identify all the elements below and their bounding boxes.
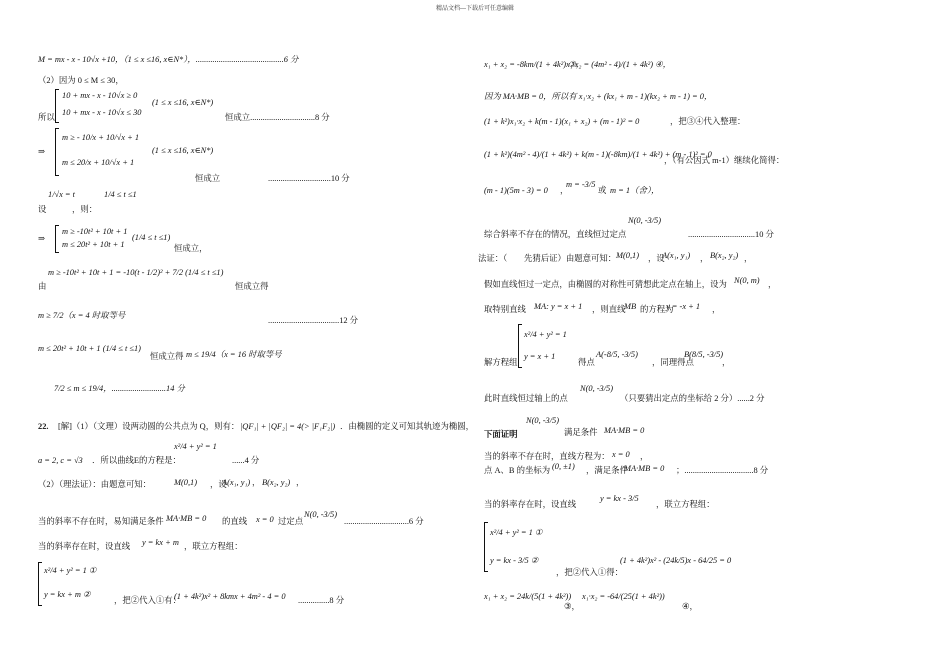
left-line-48: 的直线 xyxy=(222,517,248,526)
left-line-47: MA·MB = 0 xyxy=(166,514,207,523)
right-line-26: 取特别直线 xyxy=(484,305,526,314)
right-line-36: 得点 xyxy=(578,358,595,367)
right-line-9: m = -3/5 xyxy=(566,180,596,189)
right-line-51: 点 A、B 的坐标为 xyxy=(484,466,551,475)
right-line-6: ，（有公因式 m-1）继续化简得： xyxy=(664,156,785,165)
left-line-43: ， xyxy=(252,478,261,487)
system-brace xyxy=(55,225,59,253)
right-line-24: N(0, m) xyxy=(734,276,760,285)
left-line-55: ，联立方程组： xyxy=(184,542,243,551)
right-line-13: 综合斜率不存在的情况，直线恒过定点 xyxy=(484,230,627,239)
left-line-25: m ≥ 7/2（x = 4 时取等号 xyxy=(38,311,126,320)
right-line-48: 当的斜率不存在时，直线方程为： xyxy=(484,452,610,461)
right-line-30: 的方程为 xyxy=(640,305,674,314)
left-line-10: ⇒ xyxy=(38,147,46,156)
left-line-13: 1/√x = t xyxy=(48,190,75,199)
left-line-26: ..................................12 分 xyxy=(268,316,359,325)
left-line-1: （2）因为 0 ≤ M ≤ 30， xyxy=(38,76,124,85)
left-line-59: (1 + 4k²)x² + 8kmx + 4m² - 4 = 0 xyxy=(174,592,286,601)
right-line-42: 此时直线恒过轴上的点 xyxy=(484,394,568,403)
right-line-64: ③， xyxy=(564,602,580,611)
left-line-29: m ≤ 19/4（x = 16 时取等号 xyxy=(186,350,282,359)
left-line-15: 设 xyxy=(38,205,47,214)
system-brace xyxy=(38,562,42,606)
left-line-22: m ≥ -10t² + 10t + 1 = -10(t - 1/2)² + 7/2 (1/4 ≤ t ≤1) xyxy=(48,268,224,277)
left-line-3: 10 + mx - x - 10√x ≤ 30 xyxy=(62,108,142,117)
left-line-9: (1 ≤ x ≤16, x∈N*) xyxy=(152,146,214,155)
left-line-17: m ≥ -10t² + 10t + 1 xyxy=(62,227,128,236)
left-line-5: 所以 xyxy=(38,113,55,122)
right-line-25: ， xyxy=(768,280,777,289)
right-line-62: (1 + 4k²)x² - (24k/5)x - 64/25 = 0 xyxy=(620,556,732,565)
right-line-61: ，把②代入①得： xyxy=(556,568,623,577)
right-line-28: ，则直线 xyxy=(592,305,626,314)
right-line-29: MB xyxy=(624,302,637,311)
system-brace xyxy=(55,128,59,176)
left-line-12: ..............................10 分 xyxy=(268,174,350,183)
right-line-35: 解方程组 xyxy=(484,358,518,367)
left-line-14: 1/4 ≤ t ≤1 xyxy=(104,190,137,199)
right-line-40: ， xyxy=(722,358,731,367)
system-brace xyxy=(518,324,522,368)
left-line-41: ，设 xyxy=(210,480,227,489)
left-line-11: 恒成立 xyxy=(195,174,221,183)
left-line-0: M = mx - x - 10√x +10，（1 ≤ x ≤16, x∈N*），..........................................6 分 xyxy=(38,55,299,64)
left-line-51: N(0, -3/5) xyxy=(304,510,338,519)
right-line-5: (1 + k²)(4m² - 4)/(1 + 4k²) + k(m - 1)(-8km)/(1 + 4k²) + (m - 1)² = 0 xyxy=(484,150,712,159)
right-line-55: ；.................................8 分 xyxy=(676,466,769,475)
right-line-21: B(x₂, y₂) xyxy=(710,251,739,260)
left-line-33: |QF₁| + |QF₂| = 4(> |F₁F₂|) xyxy=(240,422,336,431)
left-line-60: ...............8 分 xyxy=(298,596,345,605)
right-line-14: ................................10 分 xyxy=(688,230,774,239)
left-line-16: ，则： xyxy=(72,205,98,214)
left-line-57: y = kx + m ② xyxy=(44,590,91,599)
left-line-53: 当的斜率存在时，设直线 xyxy=(38,542,131,551)
left-line-38: ......4 分 xyxy=(232,456,260,465)
left-line-52: ...............................6 分 xyxy=(344,517,424,526)
right-line-39: B(8/5, -3/5) xyxy=(684,350,724,359)
left-line-30: 7/2 ≤ m ≤ 19/4，..........................14 分 xyxy=(54,384,185,393)
right-line-31: y = -x + 1 xyxy=(666,302,701,311)
left-line-40: M(0,1) xyxy=(174,478,198,487)
left-line-45: ， xyxy=(296,478,305,487)
left-line-31: 22. xyxy=(38,422,49,431)
right-line-43: （只要猜出定点的坐标给 2 分）......2 分 xyxy=(620,394,765,403)
right-line-10: 或 xyxy=(598,186,607,195)
right-line-0: x₁ + x₂ = -8km/(1 + 4k²) ③， xyxy=(484,60,585,69)
left-line-50: 过定点 xyxy=(278,517,304,526)
right-line-27: MA: y = x + 1 xyxy=(534,302,583,311)
right-line-2: 因为 MA·MB = 0，所以有 x₁·x₂ + (kx₁ + m - 1)(kx₂ + m - 1) = 0， xyxy=(484,92,713,101)
right-line-12: N(0, -3/5) xyxy=(628,216,662,225)
left-line-46: 当的斜率不存在时，易知满足条件 xyxy=(38,517,164,526)
right-line-8: ， xyxy=(560,186,569,195)
right-line-23: 假如直线恒过一定点，由椭圆的对称性可猜想此定点在轴上，设为 xyxy=(484,280,727,289)
right-line-52: (0, ±1) xyxy=(552,462,575,471)
right-line-15: 法证：（ xyxy=(478,254,508,263)
left-line-6: 恒成立...............................8 分 xyxy=(225,113,330,122)
left-line-32: [解]（1）（文理）设两动圆的公共点为 Q，则有： xyxy=(58,422,240,431)
system-brace xyxy=(55,89,59,123)
right-line-33: x²/4 + y² = 1 xyxy=(524,330,567,339)
right-line-60: y = kx - 3/5 ② xyxy=(490,556,539,565)
right-line-18: ，设 xyxy=(648,254,665,263)
left-line-44: B(x₂, y₂) xyxy=(262,478,291,487)
right-line-3: (1 + k²)x₁·x₂ + k(m - 1)(x₁ + x₂) + (m - 1)² = 0 xyxy=(484,117,640,126)
system-brace xyxy=(484,522,488,572)
left-line-34: ．由椭圆的定义可知其轨迹为椭圆， xyxy=(340,422,474,431)
left-line-42: A(x₁, y₁) xyxy=(222,478,251,487)
left-line-20: ⇒ xyxy=(38,234,46,243)
right-line-45: 下面证明 xyxy=(484,430,518,439)
left-line-36: a = 2, c = √3 xyxy=(38,456,83,465)
right-line-34: y = x + 1 xyxy=(524,352,556,361)
right-line-17: M(0,1) xyxy=(616,251,640,260)
right-line-49: x = 0 xyxy=(612,450,630,459)
right-line-22: ， xyxy=(744,254,753,263)
right-line-38: ，同理得点 xyxy=(652,358,694,367)
left-line-28: 恒成立得 xyxy=(150,352,184,361)
right-line-4: ，把③④代入整理： xyxy=(670,117,746,126)
left-line-23: 由 xyxy=(38,282,47,291)
right-line-44: N(0, -3/5) xyxy=(526,416,560,425)
right-line-57: y = kx - 3/5 xyxy=(600,494,639,503)
right-line-11: m = 1（舍）， xyxy=(610,186,660,195)
left-line-24: 恒成立得 xyxy=(235,282,269,291)
left-line-37: ．所以曲线E的方程是： xyxy=(92,456,181,465)
right-line-50: ， xyxy=(640,452,649,461)
right-line-46: 满足条件 xyxy=(564,428,598,437)
right-line-20: ， xyxy=(700,254,709,263)
left-line-58: ，把②代入①有： xyxy=(114,596,181,605)
right-line-47: MA·MB = 0 xyxy=(604,426,645,435)
right-line-59: x²/4 + y² = 1 ① xyxy=(490,528,543,537)
right-line-63: x₁ + x₂ = 24k/(5(1 + 4k²)) xyxy=(484,592,572,601)
left-line-27: m ≤ 20t² + 10t + 1 (1/4 ≤ t ≤1) xyxy=(38,344,141,353)
left-line-54: y = kx + m xyxy=(142,538,179,547)
right-line-65: x₁·x₂ = -64/(25(1 + 4k²)) xyxy=(582,592,665,601)
left-line-21: 恒成立， xyxy=(174,244,208,253)
left-line-35: x²/4 + y² = 1 xyxy=(174,442,217,451)
left-line-19: (1/4 ≤ t ≤1) xyxy=(132,233,171,242)
right-line-41: N(0, -3/5) xyxy=(580,384,614,393)
right-line-56: 当的斜率存在时，设直线 xyxy=(484,500,577,509)
right-line-54: MA·MB = 0 xyxy=(624,464,665,473)
right-line-58: ，联立方程组： xyxy=(656,500,715,509)
left-line-18: m ≤ 20t² + 10t + 1 xyxy=(62,240,125,249)
right-line-19: A(x₁, y₁) xyxy=(662,251,691,260)
right-line-32: ， xyxy=(712,305,721,314)
right-line-1: x₁·x₂ = (4m² - 4)/(1 + 4k²) ④， xyxy=(566,60,672,69)
right-line-37: A(-8/5, -3/5) xyxy=(596,350,638,359)
left-line-7: m ≥ - 10/x + 10/√x + 1 xyxy=(62,133,140,142)
left-line-56: x²/4 + y² = 1 ① xyxy=(44,566,97,575)
left-line-49: x = 0 xyxy=(256,515,274,524)
left-line-2: 10 + mx - x - 10√x ≥ 0 xyxy=(62,91,138,100)
left-line-8: m ≤ 20/x + 10/√x + 1 xyxy=(62,158,135,167)
right-line-66: ④， xyxy=(682,602,698,611)
left-line-4: (1 ≤ x ≤16, x∈N*) xyxy=(152,98,214,107)
left-line-39: （2）（理法证）：由题意可知： xyxy=(38,480,152,489)
right-line-53: ，满足条件 xyxy=(586,466,628,475)
right-line-16: 先猜后证）由题意可知： xyxy=(524,254,617,263)
right-line-7: (m - 1)(5m - 3) = 0 xyxy=(484,186,548,195)
page-header: 精品文档---下载后可任意编辑 xyxy=(436,6,514,12)
